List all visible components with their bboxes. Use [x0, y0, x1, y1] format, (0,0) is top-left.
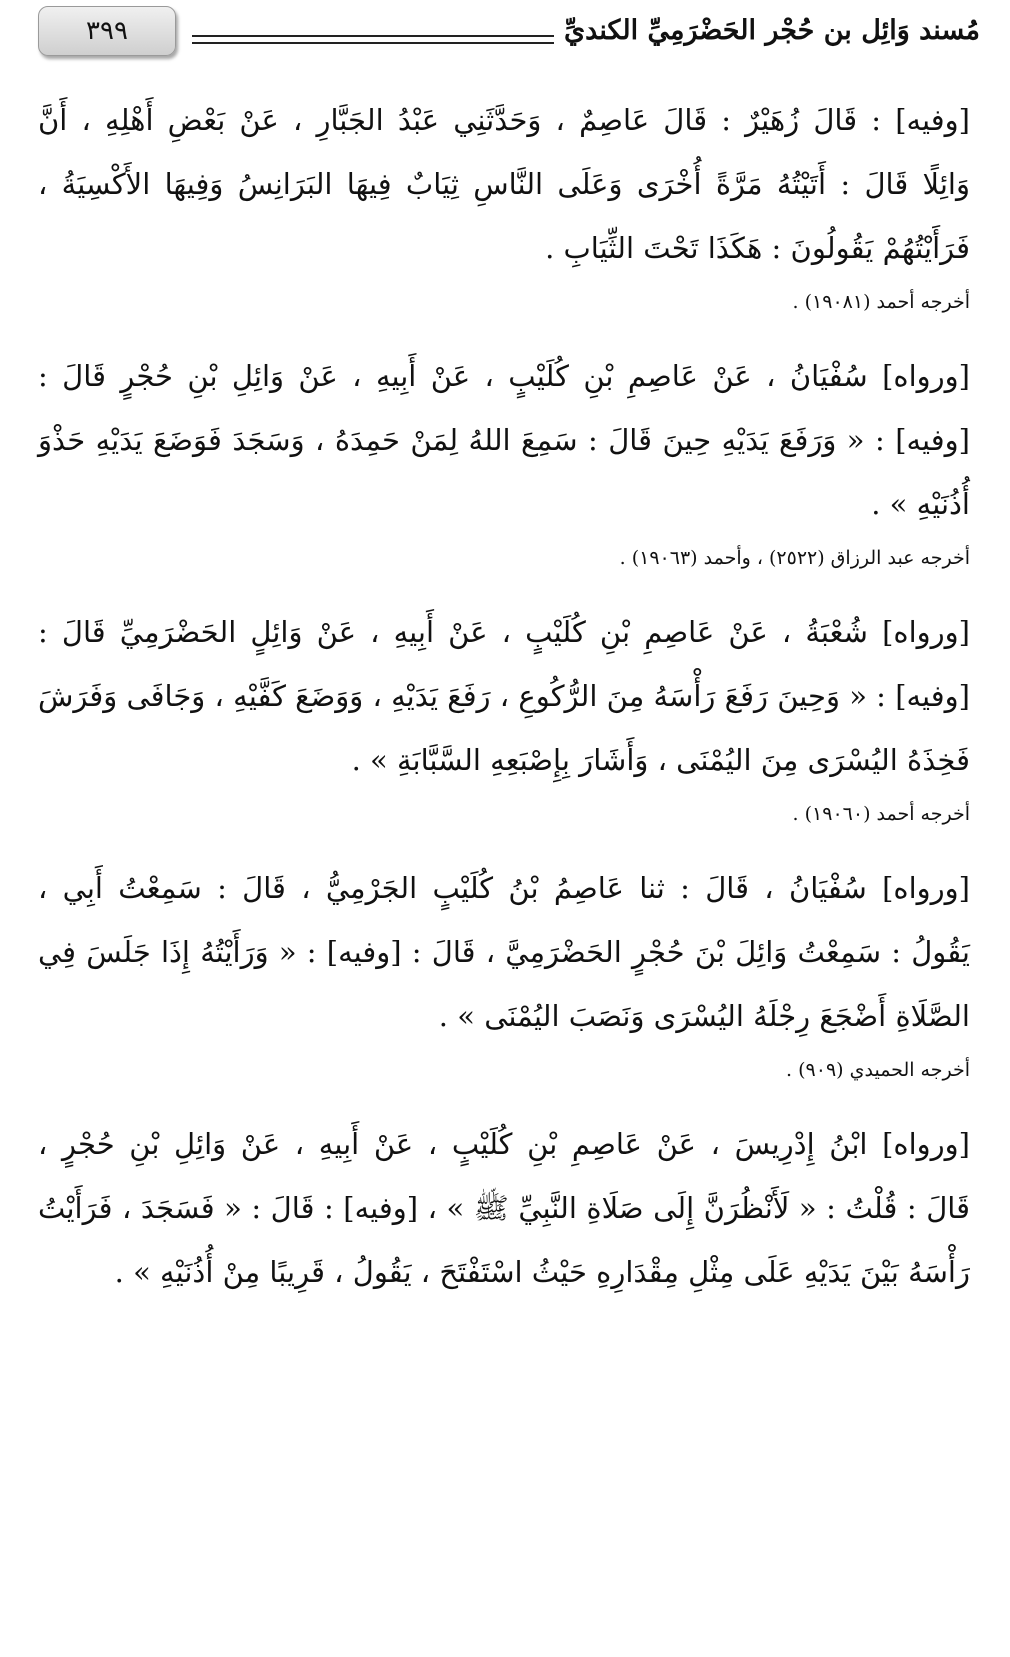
text-line: وَائِلًا قَالَ : أَتَيْتُهُ مَرَّةً أُخْرَى وَعَلَى النَّاسِ ثِيَابٌ فِيهَا البَرَانِسُ وَفِيهَا الأَكْسِيَةُ ، — [38, 167, 970, 201]
text-line: أُذُنَيْهِ » . — [871, 487, 970, 521]
text-line: [ورواه] سُفْيَانُ ، قَالَ : ثنا عَاصِمُ بْنُ كُلَيْبٍ الجَرْمِيُّ ، قَالَ : سَمِعْتُ أَبِي ، — [38, 871, 970, 905]
text-line: [وفيه] : « وَرَفَعَ يَدَيْهِ حِينَ قَالَ : سَمِعَ اللهُ لِمَنْ حَمِدَهُ ، وَسَجَدَ فَوَضَعَ يَدَيْهِ حَذْوَ — [38, 423, 970, 457]
takhrij-note: أخرجه أحمد (١٩٠٦٠) . — [792, 803, 970, 825]
text-line: [ورواه] ابْنُ إِدْرِيسَ ، عَنْ عَاصِمِ بْنِ كُلَيْبٍ ، عَنْ أَبِيهِ ، عَنْ وَائِلِ بْنِ حُجْرٍ ، — [38, 1127, 970, 1161]
header-rule-top — [192, 35, 554, 37]
text-line: فَرَأَيْتُهُمْ يَقُولُونَ : هَكَذَا تَحْتَ الثِّيَابِ . — [545, 231, 970, 265]
page-body — [38, 88, 970, 1304]
hadith-block-1 — [38, 88, 970, 322]
text-line: [ورواه] شُعْبَةُ ، عَنْ عَاصِمِ بْنِ كُلَيْبٍ ، عَنْ أَبِيهِ ، عَنْ وَائِلٍ الحَضْرَمِيِّ قَالَ : — [38, 615, 970, 649]
text-line: الصَّلَاةِ أَضْجَعَ رِجْلَهُ اليُسْرَى وَنَصَبَ اليُمْنَى » . — [438, 999, 970, 1033]
text-line: [ورواه] سُفْيَانُ ، عَنْ عَاصِمِ بْنِ كُلَيْبٍ ، عَنْ أَبِيهِ ، عَنْ وَائِلِ بْنِ حُجْرٍ قَالَ : — [38, 359, 970, 393]
page-number-badge — [38, 6, 176, 56]
running-title: مُسند وَائِل بن حُجْر الحَضْرَمِيِّ الكنديِّ — [564, 15, 980, 46]
text-line: قَالَ : قُلْتُ : « لَأَنْظُرَنَّ إِلَى صَلَاةِ النَّبِيِّ ﷺ » ، [وفيه] : قَالَ : « فَسَجَدَ ، فَرَأَيْتُ — [38, 1191, 970, 1225]
text-line: [وفيه] : « وَحِينَ رَفَعَ رَأْسَهُ مِنَ الرُّكُوعِ ، رَفَعَ يَدَيْهِ ، وَوَضَعَ كَفَّيْهِ ، وَجَافَى وَفَرَشَ — [38, 679, 970, 713]
page-number: ٣٩٩ — [86, 16, 128, 46]
takhrij-note: أخرجه الحميدي (٩٠٩) . — [786, 1059, 970, 1081]
text-line: يَقُولُ : سَمِعْتُ وَائِلَ بْنَ حُجْرٍ الحَضْرَمِيَّ ، قَالَ : [وفيه] : « وَرَأَيْتُهُ إِذَا جَلَسَ فِي — [38, 935, 970, 969]
hadith-block-4 — [38, 856, 970, 1090]
text-line: [وفيه] : قَالَ زُهَيْرٌ : قَالَ عَاصِمٌ ، وَحَدَّثَنِي عَبْدُ الجَبَّارِ ، عَنْ بَعْضِ أَهْلِهِ ، أَنَّ — [38, 103, 970, 137]
hadith-block-5 — [38, 1112, 970, 1304]
hadith-block-2 — [38, 344, 970, 578]
text-line: فَخِذَهُ اليُسْرَى مِنَ اليُمْنَى ، وَأَشَارَ بِإِصْبَعِهِ السَّبَّابَةِ » . — [351, 743, 970, 777]
header-rule-bottom — [192, 42, 554, 44]
text-line: رَأْسَهُ بَيْنَ يَدَيْهِ عَلَى مِثْلِ مِقْدَارِهِ حَيْثُ اسْتَفْتَحَ ، يَقُولُ ، قَرِيبًا مِنْ أُذُنَيْهِ » . — [114, 1255, 970, 1289]
page-header — [0, 0, 1010, 80]
takhrij-note: أخرجه أحمد (١٩٠٨١) . — [792, 291, 970, 313]
takhrij-note: أخرجه عبد الرزاق (٢٥٢٢) ، وأحمد (١٩٠٦٣) . — [619, 547, 970, 569]
hadith-block-3 — [38, 600, 970, 834]
